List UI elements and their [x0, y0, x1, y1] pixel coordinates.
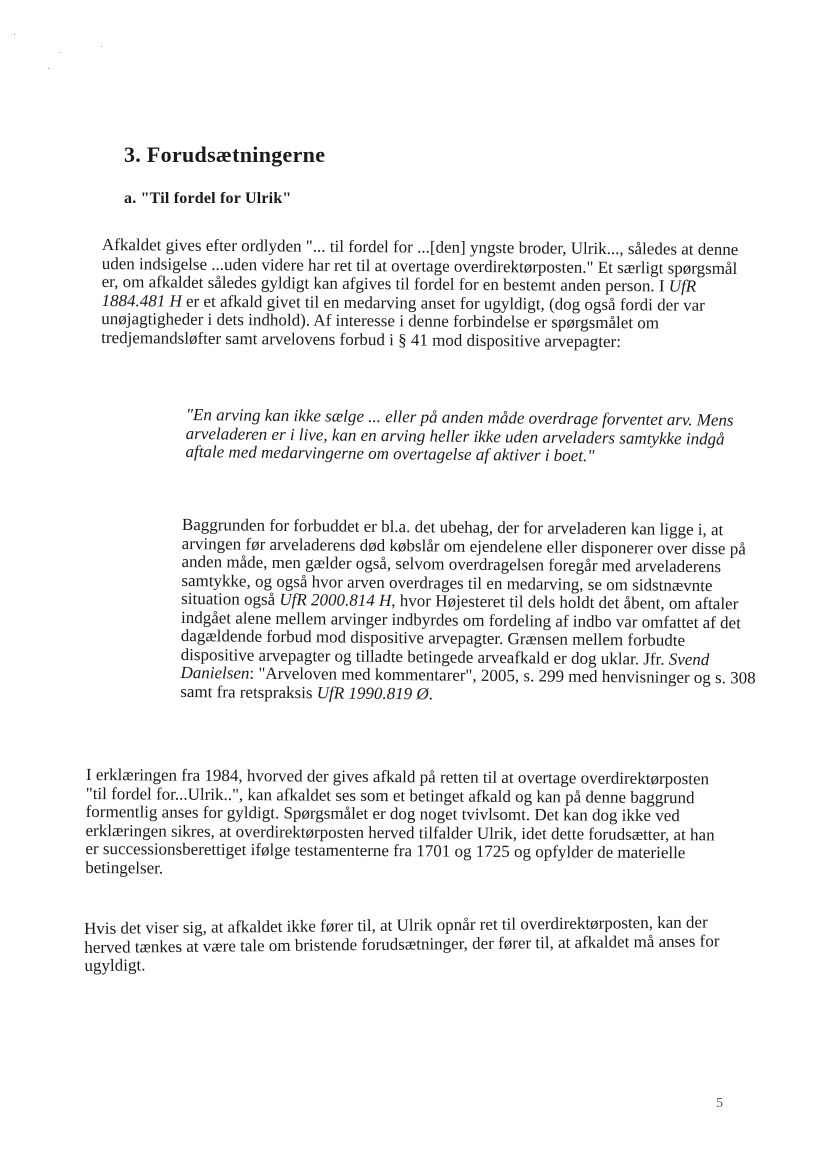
block-quote: "En arving kan ikke sælge ... eller på anden måde overdrage forventet arv. Mens arveladeren er i live, kan en arving heller ikke uden arveladers samtykke indgå aftale med medarvingerne om overtagelse af aktiver i boet." — [185, 405, 734, 466]
scan-speck — [48, 68, 49, 69]
scan-speck — [101, 46, 102, 47]
paragraph-2-part-2: , hvor Højesteret til dels holdt det åbent, om aftaler indgået alene mellem arvinger indbyrdes om fordeling af indbo var omfattet af det dagældende forbud mod dispositive arvepagter. Grænsen mellem forbudte dispositive arvepagter og tilladte betingede arveafkald er dog uklar. Jfr. — [180, 591, 741, 669]
paragraph-3: I erklæringen fra 1984, hvorved der gives afkald på retten til at overtage overdirektørposten "til fordel for...Ulrik..", kan afkaldet ses som et betinget afkald og kan på denne baggrund formentlig anses for gyldigt. Spørgsmålet er dog noget tvivlsomt. Det kan dog ikke ved erklæringen sikres, at overdirektørposten herved tilfalder Ulrik, idet dette forudsætter, at han er successionsberettiget ifølge testamenterne fra 1701 og 1725 og opfylder de materielle betingelser. — [85, 765, 715, 878]
case-citation: UfR 1884.481 H — [101, 276, 697, 311]
paragraph-1-lead: Afkaldet gives efter ordlyden "... til fordel for ...[den] yngste broder, Ulrik..., således at denne uden indsigelse ...uden videre har ret til at overtage overdirektørposten." Et særligt spørgsmål er, om afkaldet således gyldigt kan afgives til fordel for en bestemt anden person. I — [101, 235, 739, 296]
scan-speck — [60, 52, 61, 53]
case-citation: UfR 2000.814 H — [279, 589, 392, 611]
paragraph-2-part-1: Baggrunden for forbuddet er bl.a. det ubehag, der for arveladeren kan ligge i, at arvingen før arveladerens død købslår om ejendelene eller disponerer over disse på anden måde, men gælder også, selvom overdragelsen foregår med arveladerens samtykke, og også hvor arven overdrages til en medarving, se om sidstnævnte situation også — [181, 515, 746, 609]
paragraph-2-part-3: : "Arveloven med kommentarer", 2005, s. 299 med henvisninger og s. 308 samt fra retspraksis — [180, 663, 756, 702]
page-number: 5 — [716, 1096, 723, 1111]
paragraph-1 — [101, 236, 758, 352]
paragraph-4: Hvis det viser sig, at afkaldet ikke fører til, at Ulrik opnår ret til overdirektørposten, kan der herved tænkes at være tale om bristende forudsætninger, der fører til, at afkaldet må anses for ugyldigt. — [83, 912, 720, 975]
case-citation: UfR 1990.819 Ø — [316, 682, 429, 703]
author-name: Svend Danielsen — [180, 649, 710, 683]
scan-speck — [14, 34, 15, 35]
subheading: a. "Til fordel for Ulrik" — [124, 190, 292, 207]
section-heading: 3. Forudsætningerne — [124, 142, 326, 167]
paragraph-2 — [180, 516, 760, 707]
paragraph-1-tail: er et afkald givet til en medarving anset for ugyldigt, (dog også fordi der var unøjagtigheder i dets indhold). Af interesse i denne forbindelse er spørgsmålet om tredjemandsløfter samt arvelovens forbud i § 41 mod dispositive arvepagter: — [101, 291, 705, 351]
paragraph-2-part-4: . — [428, 683, 434, 703]
